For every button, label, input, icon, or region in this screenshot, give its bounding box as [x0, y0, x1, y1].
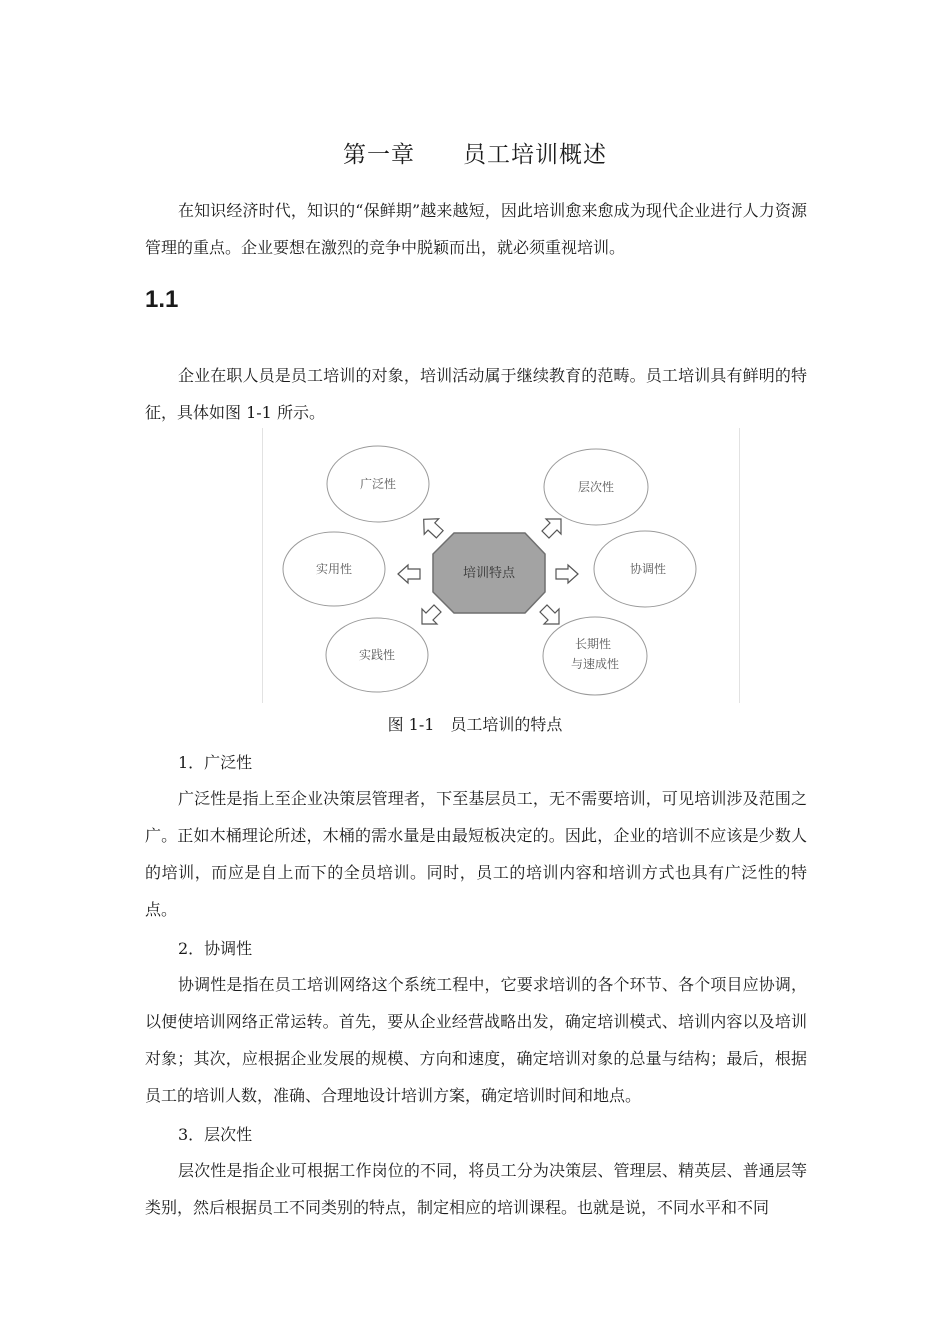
- chapter-title: 第一章 员工培训概述: [343, 142, 607, 168]
- item-paragraph-3: 层次性是指企业可根据工作岗位的不同，将员工分为决策层、管理层、精英层、普通层等类别，然后根据员工不同类别的特点，制定相应的培训课程。也就是说，不同水平和不同: [145, 1161, 807, 1217]
- arrow-right: [556, 565, 578, 583]
- node-label-1: 广泛性: [359, 477, 397, 491]
- item-heading-1: 1．广泛性: [178, 753, 253, 772]
- node-label-7: 与速成性: [570, 657, 620, 671]
- diagram-svg: [262, 428, 740, 703]
- node-label-4: 协调性: [629, 562, 667, 576]
- center-label: 培训特点: [462, 566, 516, 581]
- arrow-down-left: [422, 605, 441, 624]
- arrow-left: [398, 565, 420, 583]
- arrow-down-right: [540, 605, 559, 624]
- intro-paragraph: 在知识经济时代，知识的“保鲜期”越来越短，因此培训愈来愈成为现代企业进行人力资源管理的重点。企业要想在激烈的竞争中脱颖而出，就必须重视培训。: [145, 201, 807, 257]
- item-paragraph-1: 广泛性是指上至企业决策层管理者，下至基层员工，无不需要培训，可见培训涉及范围之广。正如木桶理论所述，木桶的需水量是由最短板决定的。因此，企业的培训不应该是少数人的培训，而应是自上而下的全员培训。同时，员工的培训内容和培训方式也具有广泛性的特点。: [145, 789, 807, 919]
- node-label-5: 实践性: [358, 648, 396, 662]
- section-heading: 1.1: [145, 286, 179, 313]
- section-intro-paragraph: 企业在职人员是员工培训的对象，培训活动属于继续教育的范畴。员工培训具有鲜明的特征，具体如图 1-1 所示。: [145, 366, 807, 422]
- node-label-3: 实用性: [315, 562, 353, 576]
- arrow-up-left: [424, 519, 444, 539]
- node-label-6: 长期性: [574, 637, 612, 651]
- node-changqixing: [543, 617, 647, 695]
- figure-caption: 图 1-1 员工培训的特点: [387, 715, 563, 734]
- item-heading-2: 2．协调性: [178, 939, 253, 958]
- item-paragraph-2: 协调性是指在员工培训网络这个系统工程中，它要求培训的各个环节、各个项目应协调，以便使培训网络正常运转。首先，要从企业经营战略出发，确定培训模式、培训内容以及培训对象；其次，应根据企业发展的规模、方向和速度，确定培训对象的总量与结构；最后，根据员工的培训人数，准确、合理地设计培训方案，确定培训时间和地点。: [145, 975, 807, 1105]
- arrow-up-right: [542, 519, 561, 538]
- training-features-diagram: [262, 428, 740, 703]
- item-heading-3: 3．层次性: [178, 1125, 253, 1144]
- node-label-2: 层次性: [577, 480, 615, 494]
